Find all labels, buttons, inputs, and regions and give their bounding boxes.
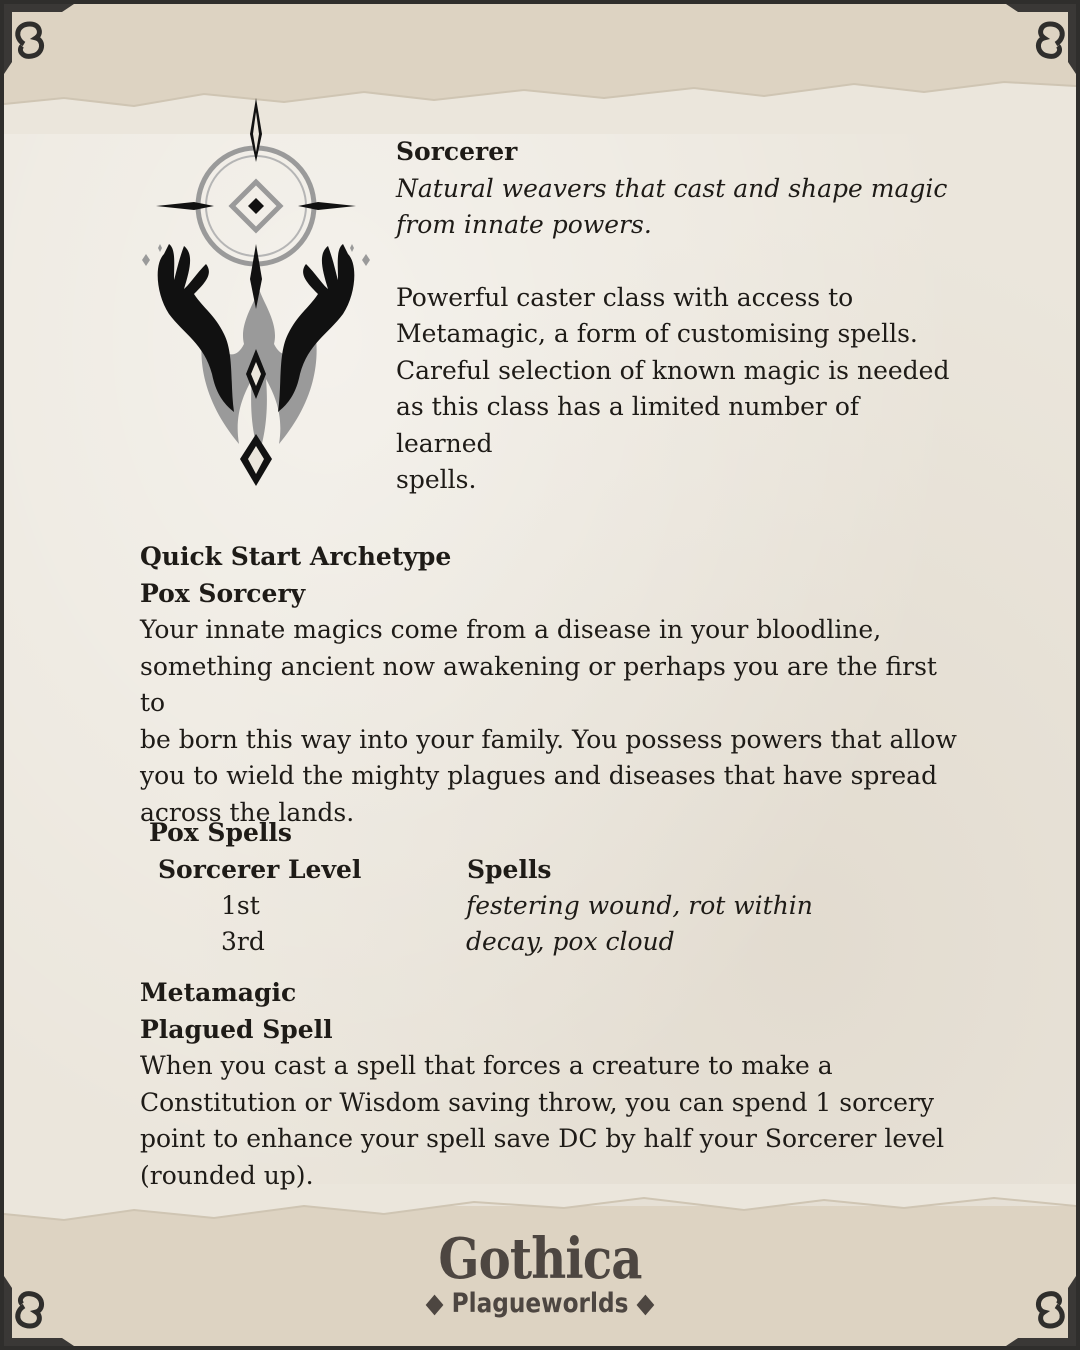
page xyxy=(4,4,1076,1346)
class-name: Sorcerer xyxy=(396,137,518,166)
pox-spells-title: Pox Spells xyxy=(149,818,292,847)
sorcerer-class-emblem-icon xyxy=(134,94,384,494)
diamond-icon: ◆ xyxy=(425,1288,452,1319)
metamagic-name: Plagued Spell xyxy=(140,1014,333,1044)
column-header-level: Sorcerer Level xyxy=(158,855,362,884)
corner-ornament-bottom-right xyxy=(996,1266,1076,1346)
class-desc-line: Powerful caster class with access to xyxy=(396,282,854,312)
spell-row-level: 1st xyxy=(221,891,260,920)
spell-row-spells: decay, pox cloud xyxy=(466,927,675,956)
column-header-spells: Spells xyxy=(467,855,552,884)
archetype-desc-line: you to wield the mighty plagues and diseases that have spread xyxy=(140,761,938,790)
class-desc-line: Metamagic, a form of customising spells. xyxy=(396,319,918,348)
class-tagline-2: from innate powers. xyxy=(396,210,652,239)
metamagic-heading: Metamagic xyxy=(140,978,297,1007)
spell-row-spells: festering wound, rot within xyxy=(466,891,813,920)
archetype-desc-line: be born this way into your family. You possess powers that allow xyxy=(140,724,957,754)
metamagic-block xyxy=(140,975,960,1194)
logo-title: Gothica xyxy=(438,1226,642,1292)
class-desc-line: as this class has a limited number of learned xyxy=(396,392,860,458)
corner-ornament-top-left xyxy=(4,4,84,84)
archetype-name: Pox Sorcery xyxy=(140,578,306,608)
diamond-icon: ◆ xyxy=(628,1288,655,1319)
metamagic-desc-line: Constitution or Wisdom saving throw, you can spend 1 sorcery xyxy=(140,1087,934,1117)
archetype-desc-line: across the lands. xyxy=(140,797,355,827)
archetype-block xyxy=(140,539,960,831)
archetype-desc-line: something ancient now awakening or perhaps you are the first to xyxy=(140,651,937,717)
corner-ornament-bottom-left xyxy=(4,1266,84,1346)
corner-ornament-top-right xyxy=(996,4,1076,84)
metamagic-desc-line: (rounded up). xyxy=(140,1160,314,1190)
spell-row-level: 3rd xyxy=(221,927,265,956)
archetype-desc-line: Your innate magics come from a disease in your bloodline, xyxy=(140,615,882,644)
archetype-heading: Quick Start Archetype xyxy=(140,542,452,571)
class-desc-line: spells. xyxy=(396,465,477,494)
class-block xyxy=(396,134,956,499)
class-tagline-1: Natural weavers that cast and shape magic xyxy=(396,173,948,203)
logo-subtitle-text: Plagueworlds xyxy=(451,1288,629,1319)
metamagic-desc-line: When you cast a spell that forces a creature to make a xyxy=(140,1051,833,1080)
logo-subtitle xyxy=(79,1288,1001,1319)
metamagic-desc-line: point to enhance your spell save DC by half your Sorcerer level xyxy=(140,1124,945,1153)
class-desc-line: Careful selection of known magic is needed xyxy=(396,355,950,385)
